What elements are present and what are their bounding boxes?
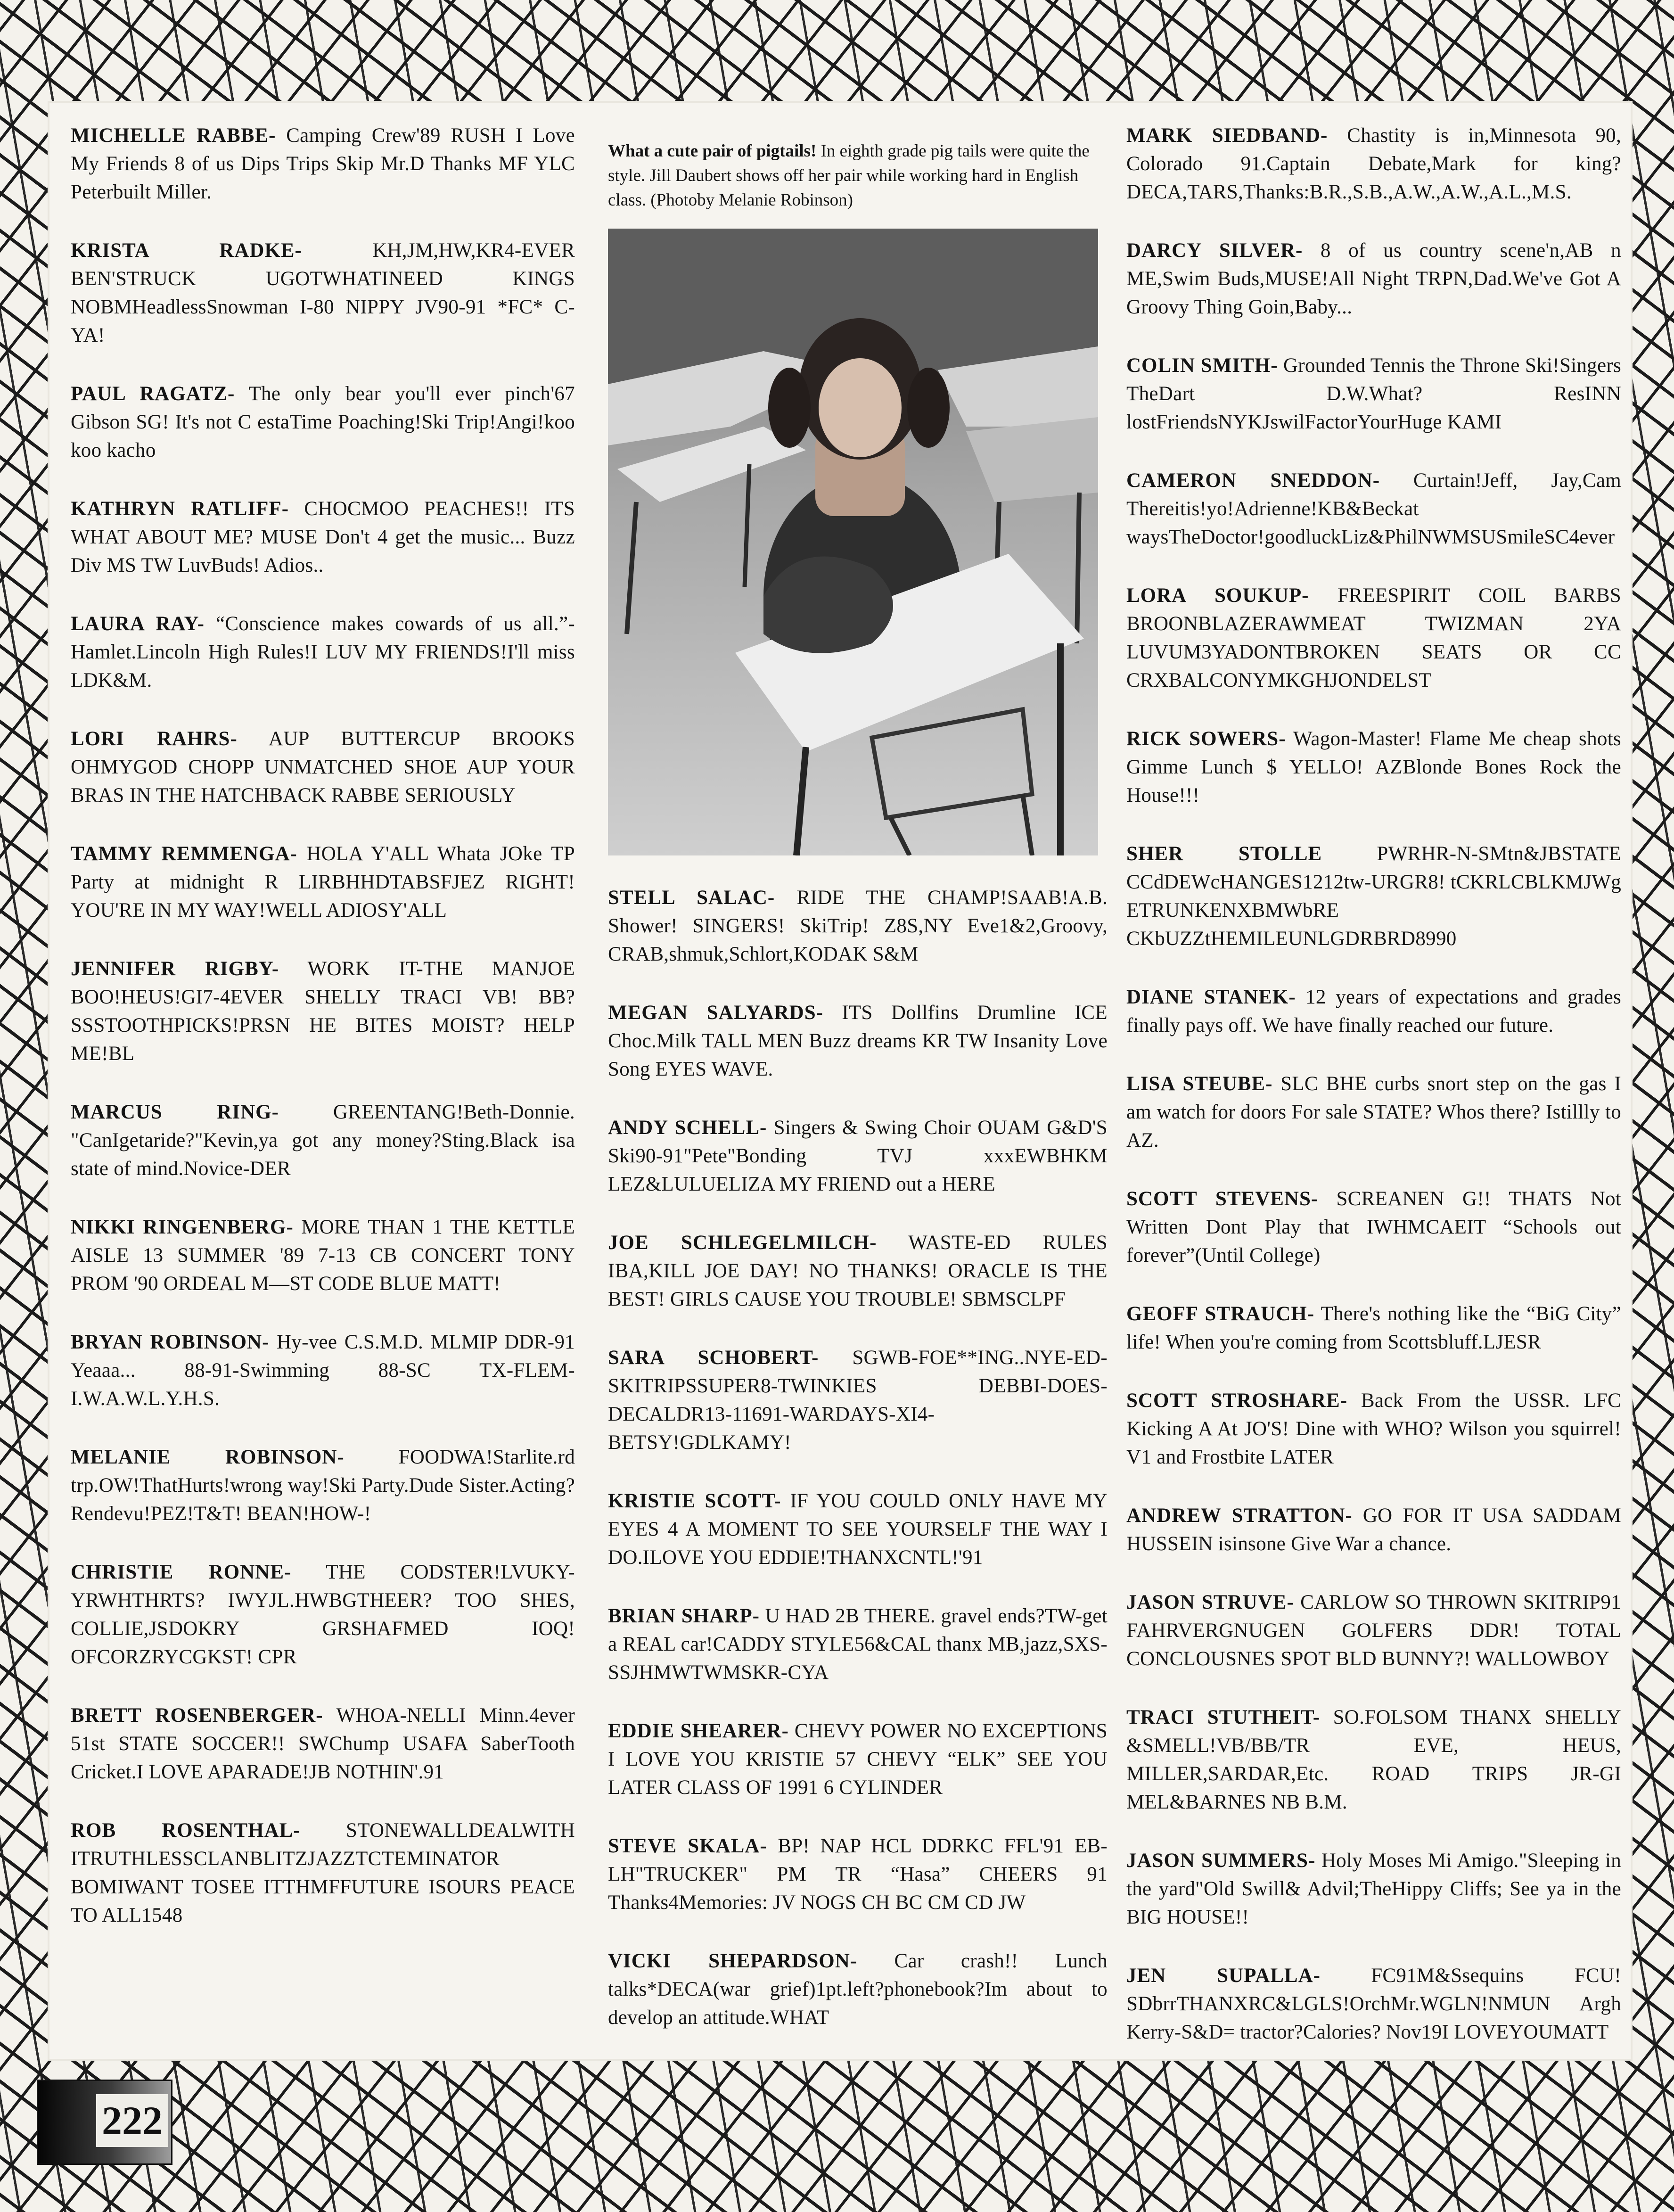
senior-entry: [608, 1114, 1108, 1199]
column-middle: [608, 122, 1108, 2062]
entry-text: 12 years of expectations and grades finally pays off. We have finally reached our future.: [1126, 986, 1621, 1036]
entry-name: TAMMY REMMENGA-: [71, 843, 297, 865]
entry-name: LISA STEUBE-: [1126, 1073, 1273, 1095]
entry-name: JASON SUMMERS-: [1126, 1850, 1316, 1872]
entry-name: NIKKI RINGENBERG-: [71, 1216, 294, 1238]
senior-entry: [71, 495, 575, 580]
entry-text: SO.FOLSOM THANX SHELLY &SMELL!VB/BB/TR EVE, HEUS, MILLER,SARDAR,Etc. ROAD TRIPS JR-GI MEL&BARNES NB B.M.: [1126, 1706, 1621, 1813]
entry-text: CHOCMOO PEACHES!! ITS WHAT ABOUT ME? MUSE Don't 4 get the music... Buzz Div MS TW LuvBuds! Adios..: [71, 498, 575, 576]
entry-name: JENNIFER RIGBY-: [71, 958, 279, 980]
entry-text: Back From the USSR. LFC Kicking A At JO'S! Dine with WHO? Wilson you squirrel! V1 and Frostbite LATER: [1126, 1390, 1622, 1468]
entry-name: PAUL RAGATZ-: [71, 383, 235, 405]
entry-name: LORA SOUKUP-: [1126, 584, 1309, 607]
senior-entry: [71, 840, 575, 925]
senior-entry: [71, 725, 575, 810]
senior-entry: [71, 1443, 575, 1528]
entry-name: ANDREW STRATTON-: [1126, 1505, 1353, 1527]
senior-entry: [608, 884, 1108, 969]
entry-text: There's nothing like the “BiG City” life! When you're coming from Scottsbluff.LJESR: [1126, 1303, 1621, 1353]
entry-name: TRACI STUTHEIT-: [1126, 1706, 1321, 1728]
entry-name: MELANIE ROBINSON-: [71, 1446, 345, 1468]
entry-name: MICHELLE RABBE-: [71, 124, 276, 147]
senior-entry: [71, 1213, 575, 1298]
entry-text: GREENTANG!Beth-Donnie. "CanIgetaride?"Kevin,ya got any money?Sting.Black isa state of mind.Novice-DER: [71, 1101, 575, 1180]
senior-entry: [71, 1558, 575, 1671]
senior-entry: [1126, 582, 1621, 695]
entry-text: CHEVY POWER NO EXCEPTIONS I LOVE YOU KRISTIE 57 CHEVY “ELK” SEE YOU LATER CLASS OF 1991 6 CYLINDER: [608, 1720, 1108, 1799]
senior-entry: [608, 1344, 1108, 1457]
senior-entry: [1126, 237, 1621, 321]
page-number: 222: [96, 2094, 168, 2147]
entry-name: SCOTT STEVENS-: [1126, 1188, 1319, 1210]
senior-entry: [1126, 122, 1621, 206]
senior-entry: [608, 1487, 1108, 1572]
entry-text: Holy Moses Mi Amigo."Sleeping in the yard"Old Swill& Advil;TheHippy Cliffs; See ya in the BIG HOUSE!!: [1126, 1850, 1621, 1928]
entry-name: JEN SUPALLA-: [1126, 1965, 1321, 1987]
entry-name: RICK SOWERS-: [1126, 728, 1286, 750]
senior-entry: [71, 1098, 575, 1183]
entry-text: Singers & Swing Choir OUAM G&D'S Ski90-91"Pete"Bonding TVJ xxxEWBHKM LEZ&LULUELIZA MY FRIEND out a HERE: [608, 1117, 1108, 1195]
senior-entry: [1126, 1300, 1621, 1357]
senior-entry: [71, 610, 575, 695]
senior-entry: [71, 955, 575, 1068]
caption-title: What a cute pair of pigtails!: [608, 141, 817, 161]
entry-name: DIANE STANEK-: [1126, 986, 1296, 1008]
entry-name: CAMERON SNEDDON-: [1126, 469, 1380, 492]
entry-text: FC91M&Ssequins FCU! SDbrrTHANXRC&LGLS!OrchMr.WGLN!NMUN Argh Kerry-S&D= tractor?Calories? Nov19I LOVEYOUMATT: [1126, 1965, 1621, 2043]
entry-name: STELL SALAC-: [608, 887, 775, 909]
entry-name: SARA SCHOBERT-: [608, 1347, 819, 1369]
senior-entry: [1126, 1070, 1621, 1155]
senior-entry: [1126, 840, 1621, 953]
entry-text: MORE THAN 1 THE KETTLE AISLE 13 SUMMER '89 7-13 CB CONCERT TONY PROM '90 ORDEAL M—ST CODE BLUE MATT!: [71, 1216, 575, 1295]
senior-entry: [71, 237, 575, 350]
senior-entry: [608, 1832, 1108, 1917]
senior-entry: [1126, 1847, 1621, 1932]
senior-entry: [71, 1817, 575, 1930]
entry-name: SCOTT STROSHARE-: [1126, 1390, 1348, 1412]
entry-text: WORK IT-THE MANJOE BOO!HEUS!GI7-4EVER SHELLY TRACI VB! BB?SSSTOOTHPICKS!PRSN HE BITES MOIST? HELP ME!BL: [71, 958, 575, 1065]
yearbook-page: [49, 103, 1631, 2059]
entry-name: KATHRYN RATLIFF-: [71, 498, 289, 520]
entry-name: SHER STOLLE: [1126, 843, 1322, 865]
senior-entry: [1126, 352, 1621, 436]
column-right: [1126, 122, 1621, 2077]
entry-text: SGWB-FOE**ING..NYE-ED-SKITRIPSSUPER8-TWINKIES DEBBI-DOES-DECALDR13-11691-WARDAYS-XI4-BETSY!GDLKAMY!: [608, 1347, 1108, 1454]
entry-text: BP! NAP HCL DDRKC FFL'91 EB-LH"TRUCKER" PM TR “Hasa” CHEERS 91 Thanks4Memories: JV NOGS CH BC CM CD JW: [608, 1835, 1108, 1914]
senior-entry: [1126, 1588, 1621, 1673]
entry-name: VICKI SHEPARDSON-: [608, 1950, 858, 1972]
classroom-photo: [608, 229, 1098, 855]
entry-text: Wagon-Master! Flame Me cheap shots Gimme Lunch $ YELLO! AZBlonde Bones Rock the House!!!: [1126, 728, 1621, 806]
column-left: [71, 122, 575, 1960]
entry-text: 8 of us country scene'n,AB n ME,Swim Buds,MUSE!All Night TRPN,Dad.We've Got A Groovy Thing Goin,Baby...: [1126, 239, 1621, 318]
entry-name: KRISTIE SCOTT-: [608, 1490, 781, 1512]
entry-text: WHOA-NELLI Minn.4ever 51st STATE SOCCER!! SWChump USAFA SaberTooth Cricket.I LOVE APARADE!JB NOTHIN'.91: [71, 1704, 575, 1783]
senior-entry: [608, 1602, 1108, 1687]
caption-text: In eighth grade pig tails were quite the style. Jill Daubert shows off her pair while working hard in English class. (Photoby Melanie Robinson): [608, 141, 1090, 210]
senior-entry: [1126, 467, 1621, 551]
entry-text: Chastity is in,Minnesota 90, Colorado 91.Captain Debate,Mark for king? DECA,TARS,Thanks:B.R.,S.B.,A.W.,A.W.,A.L.,M.S.: [1126, 124, 1621, 203]
photo-caption: [608, 139, 1108, 213]
entry-text: WASTE-ED RULES IBA,KILL JOE DAY! NO THANKS! ORACLE IS THE BEST! GIRLS CAUSE YOU TROUBLE! SBMSCLPF: [608, 1232, 1108, 1310]
entry-name: JASON STRUVE-: [1126, 1591, 1294, 1613]
senior-entry: [608, 1717, 1108, 1802]
senior-entry: [1126, 1185, 1621, 1270]
entry-name: EDDIE SHEARER-: [608, 1720, 789, 1742]
entry-name: CHRISTIE RONNE-: [71, 1561, 292, 1583]
senior-entry: [608, 999, 1108, 1084]
entry-text: Hy-vee C.S.M.D. MLMIP DDR-91 Yeaaa... 88-91-Swimming 88-SC TX-FLEM-I.W.A.W.L.Y.H.S.: [71, 1331, 575, 1410]
entry-name: STEVE SKALA-: [608, 1835, 767, 1857]
senior-entry: [1126, 1387, 1621, 1472]
entry-name: ANDY SCHELL-: [608, 1117, 767, 1139]
entry-text: U HAD 2B THERE. gravel ends?TW-get a REAL car!CADDY STYLE56&CAL thanx MB,jazz,SXS-SSJHMWTWMSKR-CYA: [608, 1605, 1108, 1684]
entry-name: BRETT ROSENBERGER-: [71, 1704, 323, 1727]
entry-text: Car crash!! Lunch talks*DECA(war grief)1pt.left?phonebook?Im about to develop an attitude.WHAT: [608, 1950, 1108, 2029]
entry-text: ITS Dollfins Drumline ICE Choc.Milk TALL MEN Buzz dreams KR TW Insanity Love Song EYES WAVE.: [608, 1002, 1108, 1080]
senior-entry: [608, 1229, 1108, 1314]
entry-text: SCREANEN G!! THATS Not Written Dont Play that IWHMCAEIT “Schools out forever”(Until College): [1126, 1188, 1621, 1266]
entry-text: KH,JM,HW,KR4-EVER BEN'STRUCK UGOTWHATINEED KINGS NOBMHeadlessSnowman I-80 NIPPY JV90-91 *FC* C-YA!: [71, 239, 575, 346]
entry-text: FREESPIRIT COIL BARBS BROONBLAZERAWMEAT TWIZMAN 2YA LUVUM3YADONTBROKEN SEATS OR CC CRXBALCONYMKGHJONDELST: [1126, 584, 1621, 691]
entry-text: GO FOR IT USA SADDAM HUSSEIN isinsone Give War a chance.: [1126, 1505, 1621, 1555]
entry-text: IF YOU COULD ONLY HAVE MY EYES 4 A MOMENT TO SEE YOURSELF THE WAY I DO.ILOVE YOU EDDIE!THANXCNTL!'91: [608, 1490, 1108, 1569]
senior-entry: [1126, 1962, 1621, 2047]
entry-text: CARLOW SO THROWN SKITRIP91 FAHRVERGNUGEN GOLFERS DDR! TOTAL CONCLOUSNES SPOT BLD BUNNY?! WALLOWBOY: [1126, 1591, 1621, 1670]
senior-entry: [1126, 983, 1621, 1040]
entry-text: THE CODSTER!LVUKY-YRWHTHRTS? IWYJL.HWBGTHEER? TOO SHES, COLLIE,JSDOKRY GRSHAFMED IOQ! OFCORZRYCGKST! CPR: [71, 1561, 575, 1668]
senior-entry: [71, 1702, 575, 1786]
entry-name: BRYAN ROBINSON-: [71, 1331, 270, 1353]
entry-name: ROB ROSENTHAL-: [71, 1819, 301, 1842]
entry-name: MARK SIEDBAND-: [1126, 124, 1328, 147]
senior-entry: [1126, 1703, 1621, 1817]
entry-name: DARCY SILVER-: [1126, 239, 1303, 262]
entry-name: GEOFF STRAUCH-: [1126, 1303, 1315, 1325]
entry-name: MEGAN SALYARDS-: [608, 1002, 823, 1024]
senior-entry: [608, 1947, 1108, 2032]
entry-name: JOE SCHLEGELMILCH-: [608, 1232, 877, 1254]
entry-name: LAURA RAY-: [71, 613, 205, 635]
entry-text: SLC BHE curbs snort step on the gas I am watch for doors For sale STATE? Whos there? Istillly to AZ.: [1126, 1073, 1621, 1151]
senior-entry: [71, 122, 575, 206]
entry-text: STONEWALLDEALWITH ITRUTHLESSCLANBLITZJAZZTCTEMINATOR BOMIWANT TOSEE ITTHMFFUTURE ISOURS PEACE TO ALL1548: [71, 1819, 575, 1926]
entry-text: AUP BUTTERCUP BROOKS OHMYGOD CHOPP UNMATCHED SHOE AUP YOUR BRAS IN THE HATCHBACK RABBE SERIOUSLY: [71, 728, 575, 806]
entry-text: Camping Crew'89 RUSH I Love My Friends 8 of us Dips Trips Skip Mr.D Thanks MF YLC Peterbuilt Miller.: [71, 124, 575, 203]
entry-text: PWRHR-N-SMtn&JBSTATE CCdDEWcHANGES1212tw-URGR8! tCKRLCBLKMJWg ETRUNKENXBMWbRE CKbUZZtHEMILEUNLGDRBRD8990: [1126, 843, 1621, 950]
entry-name: COLIN SMITH-: [1126, 354, 1278, 377]
entry-text: FOODWA!Starlite.rd trp.OW!ThatHurts!wrong way!Ski Party.Dude Sister.Acting?Rendevu!PEZ!T&T! BEAN!HOW-!: [71, 1446, 575, 1525]
entry-name: MARCUS RING-: [71, 1101, 279, 1123]
senior-entry: [1126, 1502, 1621, 1558]
entry-text: The only bear you'll ever pinch'67 Gibson SG! It's not C estaTime Poaching!Ski Trip!Angi!koo koo kacho: [71, 383, 575, 461]
entry-text: Curtain!Jeff, Jay,Cam Thereitis!yo!Adrienne!KB&Beckat waysTheDoctor!goodluckLiz&PhilNWMSUSmileSC4ever: [1126, 469, 1621, 548]
entry-name: BRIAN SHARP-: [608, 1605, 760, 1627]
senior-entry: [1126, 725, 1621, 810]
entry-name: KRISTA RADKE-: [71, 239, 302, 262]
senior-entry: [71, 380, 575, 465]
entry-text: RIDE THE CHAMP!SAAB!A.B. Shower! SINGERS! SkiTrip! Z8S,NY Eve1&2,Groovy, CRAB,shmuk,Schlort,KODAK S&M: [608, 887, 1108, 965]
entry-name: LORI RAHRS-: [71, 728, 238, 750]
senior-entry: [71, 1328, 575, 1413]
entry-text: “Conscience makes cowards of us all.”-Hamlet.Lincoln High Rules!I LUV MY FRIENDS!I'll miss LDK&M.: [71, 613, 575, 691]
entry-text: Grounded Tennis the Throne Ski!Singers TheDart D.W.What? ResINN lostFriendsNYKJswilFactorYourHuge KAMI: [1126, 354, 1621, 433]
page-number-block: [37, 2080, 172, 2165]
entry-text: HOLA Y'ALL Whata JOke TP Party at midnight R LIRBHHDTABSFJEZ RIGHT! YOU'RE IN MY WAY!WELL ADIOSY'ALL: [71, 843, 575, 921]
